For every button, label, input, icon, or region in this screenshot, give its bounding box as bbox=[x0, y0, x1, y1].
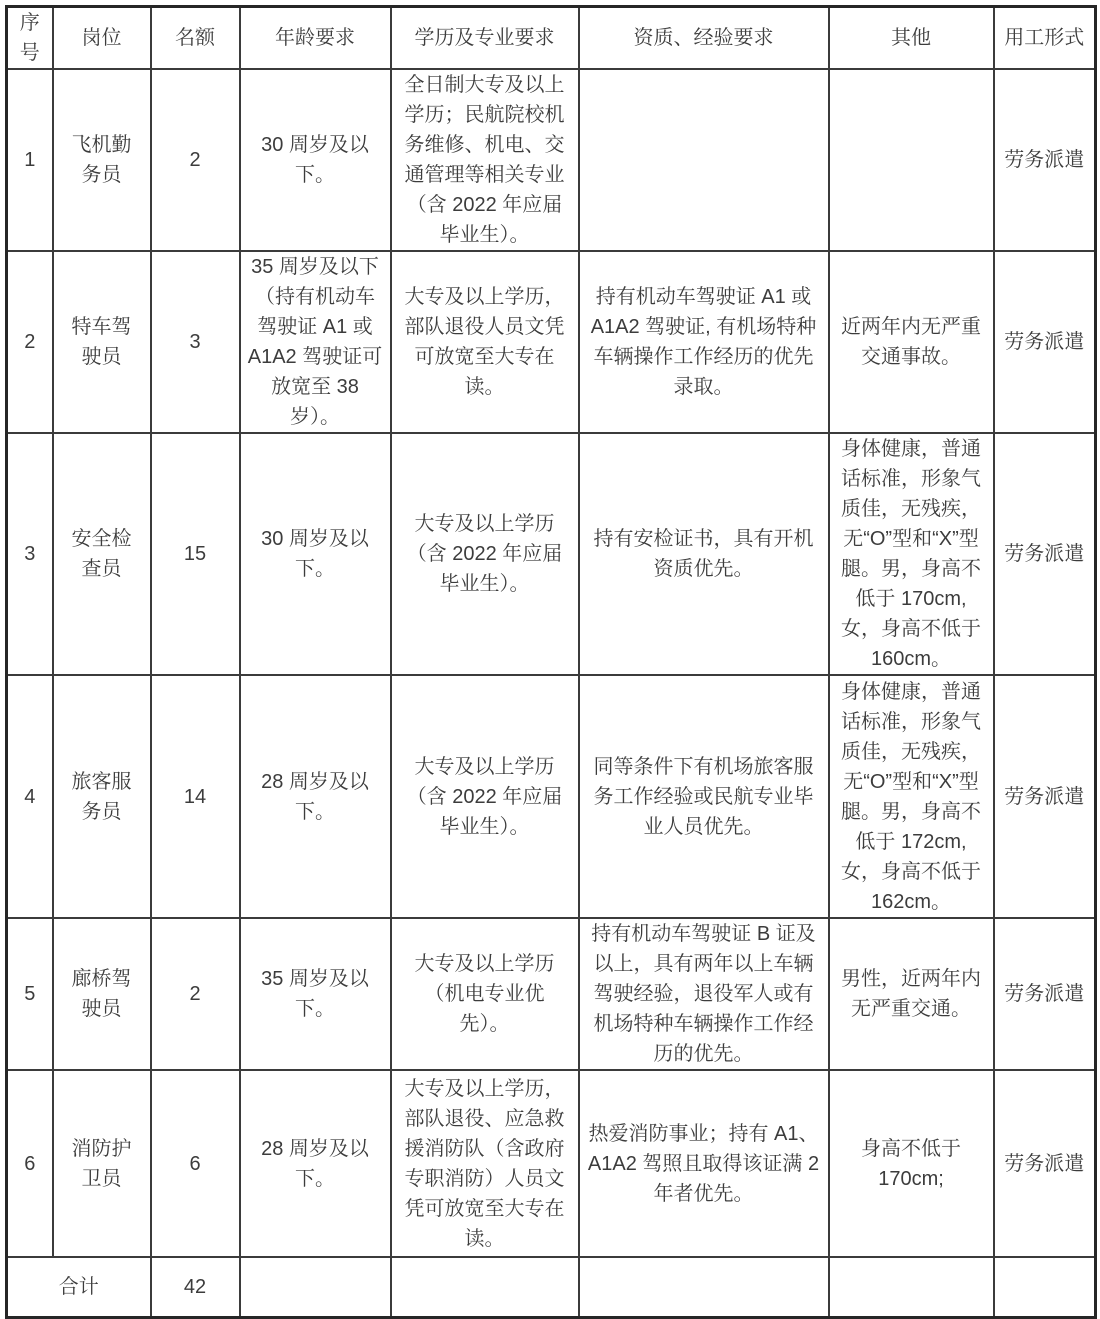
table-row bbox=[7, 918, 1096, 1070]
cell-age: 30 周岁及以下。 bbox=[240, 69, 391, 251]
cell-no: 6 bbox=[7, 1070, 53, 1257]
header-cell-edu: 学历及专业要求 bbox=[391, 7, 579, 70]
cell-form: 劳务派遣 bbox=[994, 251, 1096, 433]
cell-quota: 2 bbox=[151, 69, 240, 251]
cell-post: 廊桥驾驶员 bbox=[53, 918, 151, 1070]
cell-no: 3 bbox=[7, 433, 53, 675]
table-row bbox=[7, 69, 1096, 251]
cell-other: 身高不低于 170cm; bbox=[829, 1070, 994, 1257]
cell-other bbox=[829, 69, 994, 251]
cell-quota: 15 bbox=[151, 433, 240, 675]
total-label-cell: 合计 bbox=[7, 1257, 151, 1317]
cell-other: 近两年内无严重交通事故。 bbox=[829, 251, 994, 433]
cell-post: 安全检查员 bbox=[53, 433, 151, 675]
header-cell-age: 年龄要求 bbox=[240, 7, 391, 70]
table-row bbox=[7, 675, 1096, 918]
cell-qual bbox=[579, 69, 829, 251]
table-row bbox=[7, 433, 1096, 675]
cell-form: 劳务派遣 bbox=[994, 675, 1096, 918]
recruitment-table bbox=[5, 5, 1097, 1319]
empty-cell bbox=[240, 1257, 391, 1317]
cell-edu: 大专及以上学历，部队退役人员文凭可放宽至大专在读。 bbox=[391, 251, 579, 433]
header-cell-qual: 资质、经验要求 bbox=[579, 7, 829, 70]
cell-form: 劳务派遣 bbox=[994, 69, 1096, 251]
cell-quota: 3 bbox=[151, 251, 240, 433]
cell-no: 4 bbox=[7, 675, 53, 918]
cell-form: 劳务派遣 bbox=[994, 918, 1096, 1070]
cell-other: 身体健康，普通话标准，形象气质佳，无残疾，无“O”型和“X”型腿。男，身高不低于 170cm, 女，身高不低于 160cm。 bbox=[829, 433, 994, 675]
cell-no: 5 bbox=[7, 918, 53, 1070]
cell-form: 劳务派遣 bbox=[994, 433, 1096, 675]
cell-other: 身体健康，普通话标准，形象气质佳，无残疾，无“O”型和“X”型腿。男，身高不低于 172cm, 女，身高不低于 162cm。 bbox=[829, 675, 994, 918]
header-cell-form: 用工形式 bbox=[994, 7, 1096, 70]
cell-age: 28 周岁及以下。 bbox=[240, 675, 391, 918]
cell-post: 消防护卫员 bbox=[53, 1070, 151, 1257]
cell-qual: 同等条件下有机场旅客服务工作经验或民航专业毕业人员优先。 bbox=[579, 675, 829, 918]
cell-post: 旅客服务员 bbox=[53, 675, 151, 918]
cell-age: 35 周岁及以下。 bbox=[240, 918, 391, 1070]
empty-cell bbox=[994, 1257, 1096, 1317]
header-row bbox=[7, 7, 1096, 70]
cell-post: 特车驾驶员 bbox=[53, 251, 151, 433]
total-row bbox=[7, 1257, 1096, 1317]
cell-age: 28 周岁及以下。 bbox=[240, 1070, 391, 1257]
cell-other: 男性，近两年内无严重交通。 bbox=[829, 918, 994, 1070]
cell-edu: 大专及以上学历（含 2022 年应届毕业生）。 bbox=[391, 433, 579, 675]
header-cell-post: 岗位 bbox=[53, 7, 151, 70]
cell-qual: 持有机动车驾驶证 A1 或 A1A2 驾驶证, 有机场特种车辆操作工作经历的优先录取。 bbox=[579, 251, 829, 433]
cell-edu: 大专及以上学历（含 2022 年应届毕业生）。 bbox=[391, 675, 579, 918]
cell-edu: 全日制大专及以上学历；民航院校机务维修、机电、交通管理等相关专业（含 2022 年应届毕业生）。 bbox=[391, 69, 579, 251]
total-quota-cell: 42 bbox=[151, 1257, 240, 1317]
empty-cell bbox=[829, 1257, 994, 1317]
table-row bbox=[7, 251, 1096, 433]
cell-qual: 持有机动车驾驶证 B 证及以上，具有两年以上车辆驾驶经验，退役军人或有机场特种车辆操作工作经历的优先。 bbox=[579, 918, 829, 1070]
header-cell-no: 序号 bbox=[7, 7, 53, 70]
empty-cell bbox=[391, 1257, 579, 1317]
cell-age: 30 周岁及以下。 bbox=[240, 433, 391, 675]
cell-no: 1 bbox=[7, 69, 53, 251]
cell-qual: 持有安检证书，具有开机资质优先。 bbox=[579, 433, 829, 675]
cell-quota: 14 bbox=[151, 675, 240, 918]
empty-cell bbox=[579, 1257, 829, 1317]
header-cell-quota: 名额 bbox=[151, 7, 240, 70]
cell-no: 2 bbox=[7, 251, 53, 433]
cell-form: 劳务派遣 bbox=[994, 1070, 1096, 1257]
cell-qual: 热爱消防事业；持有 A1、A1A2 驾照且取得该证满 2 年者优先。 bbox=[579, 1070, 829, 1257]
cell-post: 飞机勤务员 bbox=[53, 69, 151, 251]
header-cell-other: 其他 bbox=[829, 7, 994, 70]
table-row bbox=[7, 1070, 1096, 1257]
cell-edu: 大专及以上学历（机电专业优先）。 bbox=[391, 918, 579, 1070]
cell-age: 35 周岁及以下（持有机动车驾驶证 A1 或 A1A2 驾驶证可放宽至 38 岁）。 bbox=[240, 251, 391, 433]
cell-quota: 2 bbox=[151, 918, 240, 1070]
cell-edu: 大专及以上学历，部队退役、应急救援消防队（含政府专职消防）人员文凭可放宽至大专在读。 bbox=[391, 1070, 579, 1257]
cell-quota: 6 bbox=[151, 1070, 240, 1257]
